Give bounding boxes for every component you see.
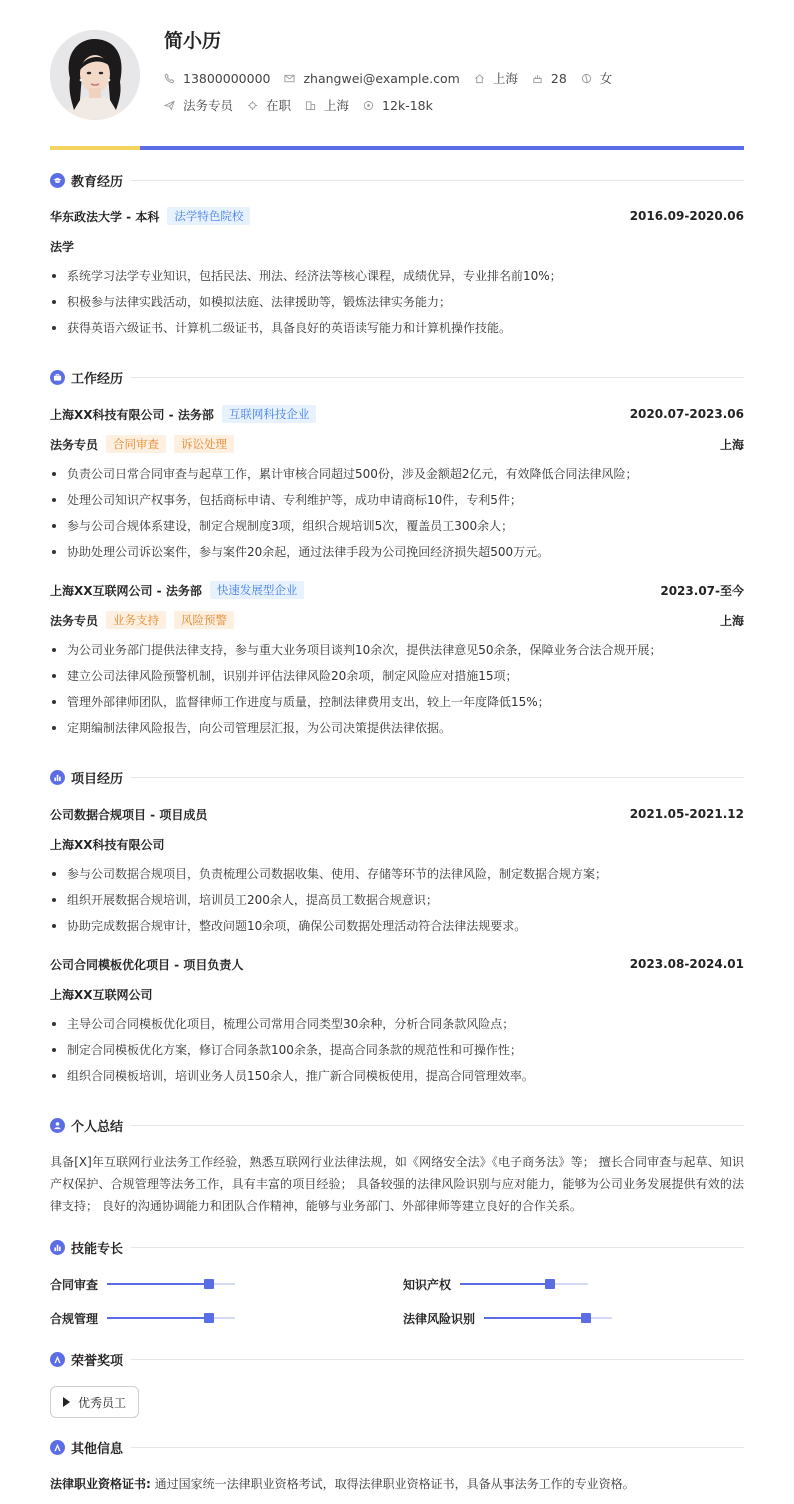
work-bullets bbox=[50, 637, 744, 741]
section-summary-header bbox=[50, 1116, 744, 1134]
project-entry-header bbox=[50, 955, 744, 973]
target-city: 上海 bbox=[324, 98, 350, 113]
gender-icon bbox=[581, 73, 592, 84]
skill-item bbox=[50, 1276, 235, 1292]
section-education-header bbox=[50, 171, 744, 189]
role-tag: 合同审查 bbox=[106, 435, 166, 453]
bar-chart-icon bbox=[50, 770, 65, 785]
list-item: 处理公司知识产权事务，包括商标申请、专利维护等，成功申请商标10件，专利5件； bbox=[50, 487, 744, 513]
list-item: 建立公司法律风险预警机制，识别并评估法律风险20余项，制定风险应对措施15项； bbox=[50, 663, 744, 689]
section-title: 技能专长 bbox=[71, 1241, 124, 1257]
section-projects-header bbox=[50, 768, 744, 786]
skill-item bbox=[403, 1310, 612, 1326]
graduation-cap-icon bbox=[50, 173, 65, 188]
work-city: 上海 bbox=[719, 437, 744, 452]
briefcase-icon bbox=[50, 370, 65, 385]
status-item bbox=[247, 96, 291, 114]
list-item: 制定合同模板优化方案，修订合同条款100余条，提高合同条款的规范性和可操作性； bbox=[50, 1037, 744, 1063]
section-other-header bbox=[50, 1438, 744, 1456]
project-bullets bbox=[50, 1011, 744, 1089]
list-item: 主导公司合同模板优化项目，梳理公司常用合同类型30余种，分析合同条款风险点； bbox=[50, 1011, 744, 1037]
certificate-label: 法律职业资格证书: bbox=[50, 1477, 151, 1491]
section-work-header bbox=[50, 368, 744, 386]
skill-slider bbox=[484, 1317, 612, 1319]
education-date: 2016.09-2020.06 bbox=[629, 209, 744, 223]
skill-slider bbox=[460, 1283, 588, 1285]
list-item: 负责公司日常合同审查与起草工作，累计审核合同超过500份，涉及金额超2亿元，有效降低合同法律风险； bbox=[50, 461, 744, 487]
skill-knob bbox=[204, 1313, 214, 1323]
certificate-text: 通过国家统一法律职业资格考试，取得法律职业资格证书，具备从事法务工作的专业资格。 bbox=[154, 1477, 635, 1491]
skill-slider bbox=[107, 1283, 235, 1285]
role-tag: 风险预警 bbox=[174, 611, 234, 629]
project-org-row bbox=[50, 835, 744, 853]
award-icon bbox=[50, 1352, 65, 1367]
project-date: 2021.05-2021.12 bbox=[629, 807, 744, 821]
skill-knob bbox=[204, 1279, 214, 1289]
play-icon bbox=[63, 1397, 70, 1407]
salary-item bbox=[363, 98, 433, 113]
work-entry-header bbox=[50, 581, 744, 599]
phone-icon bbox=[164, 73, 175, 84]
list-item: 系统学习法学专业知识，包括民法、刑法、经济法等核心课程，成绩优异，专业排名前10%； bbox=[50, 263, 744, 289]
project-date: 2023.08-2024.01 bbox=[629, 957, 744, 971]
job-role: 法务专员 bbox=[50, 613, 99, 628]
section-title: 项目经历 bbox=[71, 771, 124, 787]
work-role-row bbox=[50, 611, 744, 629]
list-item: 为公司业务部门提供法律支持，参与重大业务项目谈判10余次，提供法律意见50余条，保障业务合法合规开展； bbox=[50, 637, 744, 663]
job-role: 法务专员 bbox=[50, 437, 99, 452]
gender: 女 bbox=[599, 71, 613, 86]
work-bullets bbox=[50, 461, 744, 565]
city-item bbox=[474, 69, 518, 87]
work-city: 上海 bbox=[719, 613, 744, 628]
project-entry-header bbox=[50, 805, 744, 823]
list-item: 管理外部律师团队，监督律师工作进度与质量，控制法律费用支出，较上一年度降低15%； bbox=[50, 689, 744, 715]
header-divider bbox=[50, 146, 744, 150]
list-item: 参与公司合规体系建设，制定合规制度3项，组织合规培训5次，覆盖员工300余人； bbox=[50, 513, 744, 539]
cake-icon bbox=[532, 73, 543, 84]
bar-chart-icon bbox=[50, 1240, 65, 1255]
project-bullets bbox=[50, 861, 744, 939]
project-title: 公司数据合规项目 - 项目成员 bbox=[50, 807, 208, 822]
section-title: 荣誉奖项 bbox=[71, 1353, 124, 1369]
work-role-row bbox=[50, 435, 744, 453]
skill-name: 法律风险识别 bbox=[403, 1311, 476, 1326]
phone-number: 13800000000 bbox=[183, 70, 271, 86]
project-org: 上海XX科技有限公司 bbox=[50, 837, 165, 852]
contact-row bbox=[164, 70, 626, 86]
age: 28 bbox=[550, 70, 567, 86]
award-icon bbox=[50, 1440, 65, 1455]
section-awards-header bbox=[50, 1350, 744, 1368]
position-item bbox=[164, 96, 233, 114]
list-item: 组织合同模板培训，培训业务人员150余人，推广新合同模板使用，提高合同管理效率。 bbox=[50, 1063, 744, 1089]
company-name: 上海XX科技有限公司 - 法务部 bbox=[50, 407, 214, 422]
avatar bbox=[50, 30, 140, 120]
phone-item bbox=[164, 71, 270, 86]
role-tag: 诉讼处理 bbox=[174, 435, 234, 453]
city: 上海 bbox=[492, 71, 518, 86]
home-icon bbox=[474, 73, 485, 84]
skill-name: 知识产权 bbox=[403, 1277, 452, 1292]
list-item: 组织开展数据合规培训，培训员工200余人，提高员工数据合规意识； bbox=[50, 887, 744, 913]
user-icon bbox=[50, 1118, 65, 1133]
expected-salary: 12k-18k bbox=[382, 97, 433, 113]
company-name: 上海XX互联网公司 - 法务部 bbox=[50, 583, 202, 598]
send-icon bbox=[164, 100, 175, 111]
company-tag: 快速发展型企业 bbox=[210, 581, 305, 599]
skill-knob bbox=[545, 1279, 555, 1289]
section-title: 教育经历 bbox=[71, 174, 124, 190]
project-org: 上海XX互联网公司 bbox=[50, 987, 153, 1002]
work-date: 2023.07-至今 bbox=[660, 583, 744, 598]
project-org-row bbox=[50, 985, 744, 1003]
list-item: 协助完成数据合规审计，整改问题10余项，确保公司数据处理活动符合法律法规要求。 bbox=[50, 913, 744, 939]
work-date: 2020.07-2023.06 bbox=[629, 407, 744, 421]
work-entry-header bbox=[50, 405, 744, 423]
skill-slider bbox=[107, 1317, 235, 1319]
education-bullets bbox=[50, 263, 744, 341]
company-tag: 互联网科技企业 bbox=[222, 405, 317, 423]
section-title: 其他信息 bbox=[71, 1441, 124, 1457]
job-intent-row bbox=[164, 97, 447, 113]
award-label: 优秀员工 bbox=[78, 1395, 127, 1410]
education-entry-header bbox=[50, 207, 744, 225]
email-item bbox=[284, 71, 459, 86]
school-name: 华东政法大学 - 本科 bbox=[50, 209, 160, 224]
list-item: 积极参与法律实践活动，如模拟法庭、法律援助等，锻炼法律实务能力； bbox=[50, 289, 744, 315]
other-info bbox=[50, 1475, 635, 1492]
salary-icon bbox=[363, 100, 374, 111]
job-status: 在职 bbox=[266, 98, 292, 113]
resume-header bbox=[50, 30, 744, 120]
section-title: 工作经历 bbox=[71, 371, 124, 387]
skill-knob bbox=[581, 1313, 591, 1323]
candidate-name: 简小历 bbox=[164, 30, 222, 52]
role-tag: 业务支持 bbox=[106, 611, 166, 629]
gender-item bbox=[581, 69, 613, 87]
skill-item bbox=[50, 1310, 235, 1326]
status-icon bbox=[247, 100, 258, 111]
list-item: 协助处理公司诉讼案件，参与案件20余起，通过法律手段为公司挽回经济损失超500万元。 bbox=[50, 539, 744, 565]
mail-icon bbox=[284, 73, 295, 84]
skill-name: 合同审查 bbox=[50, 1277, 99, 1292]
list-item: 定期编制法律风险报告，向公司管理层汇报，为公司决策提供法律依据。 bbox=[50, 715, 744, 741]
school-tag: 法学特色院校 bbox=[167, 207, 250, 225]
target-city-item bbox=[305, 96, 349, 114]
award-item[interactable] bbox=[50, 1386, 139, 1418]
project-title: 公司合同模板优化项目 - 项目负责人 bbox=[50, 957, 244, 972]
skill-item bbox=[403, 1276, 588, 1292]
target-position: 法务专员 bbox=[183, 98, 234, 113]
email-address: zhangwei@example.com bbox=[303, 70, 460, 86]
major-row bbox=[50, 237, 744, 255]
age-item bbox=[532, 71, 567, 86]
major: 法学 bbox=[50, 239, 75, 254]
section-skills-header bbox=[50, 1238, 744, 1256]
section-title: 个人总结 bbox=[71, 1119, 124, 1135]
skill-name: 合规管理 bbox=[50, 1311, 99, 1326]
summary-text: 具备[X]年互联网行业法务工作经验，熟悉互联网行业法律法规，如《网络安全法》《电子商务法》等； 擅长合同审查与起草、知识产权保护、合规管理等法务工作，具有丰富的项目经验； 具备较强的法律风险识别与应对能力，能够为公司业务发展提供有效的法律支持； 良好的沟通协调能力和团队合作精神，能够与业务部门、外部律师等建立良好的合作关系。 bbox=[50, 1155, 744, 1213]
list-item: 参与公司数据合规项目，负责梳理公司数据收集、使用、存储等环节的法律风险，制定数据合规方案； bbox=[50, 861, 744, 887]
building-icon bbox=[305, 100, 316, 111]
list-item: 获得英语六级证书、计算机二级证书，具备良好的英语读写能力和计算机操作技能。 bbox=[50, 315, 744, 341]
